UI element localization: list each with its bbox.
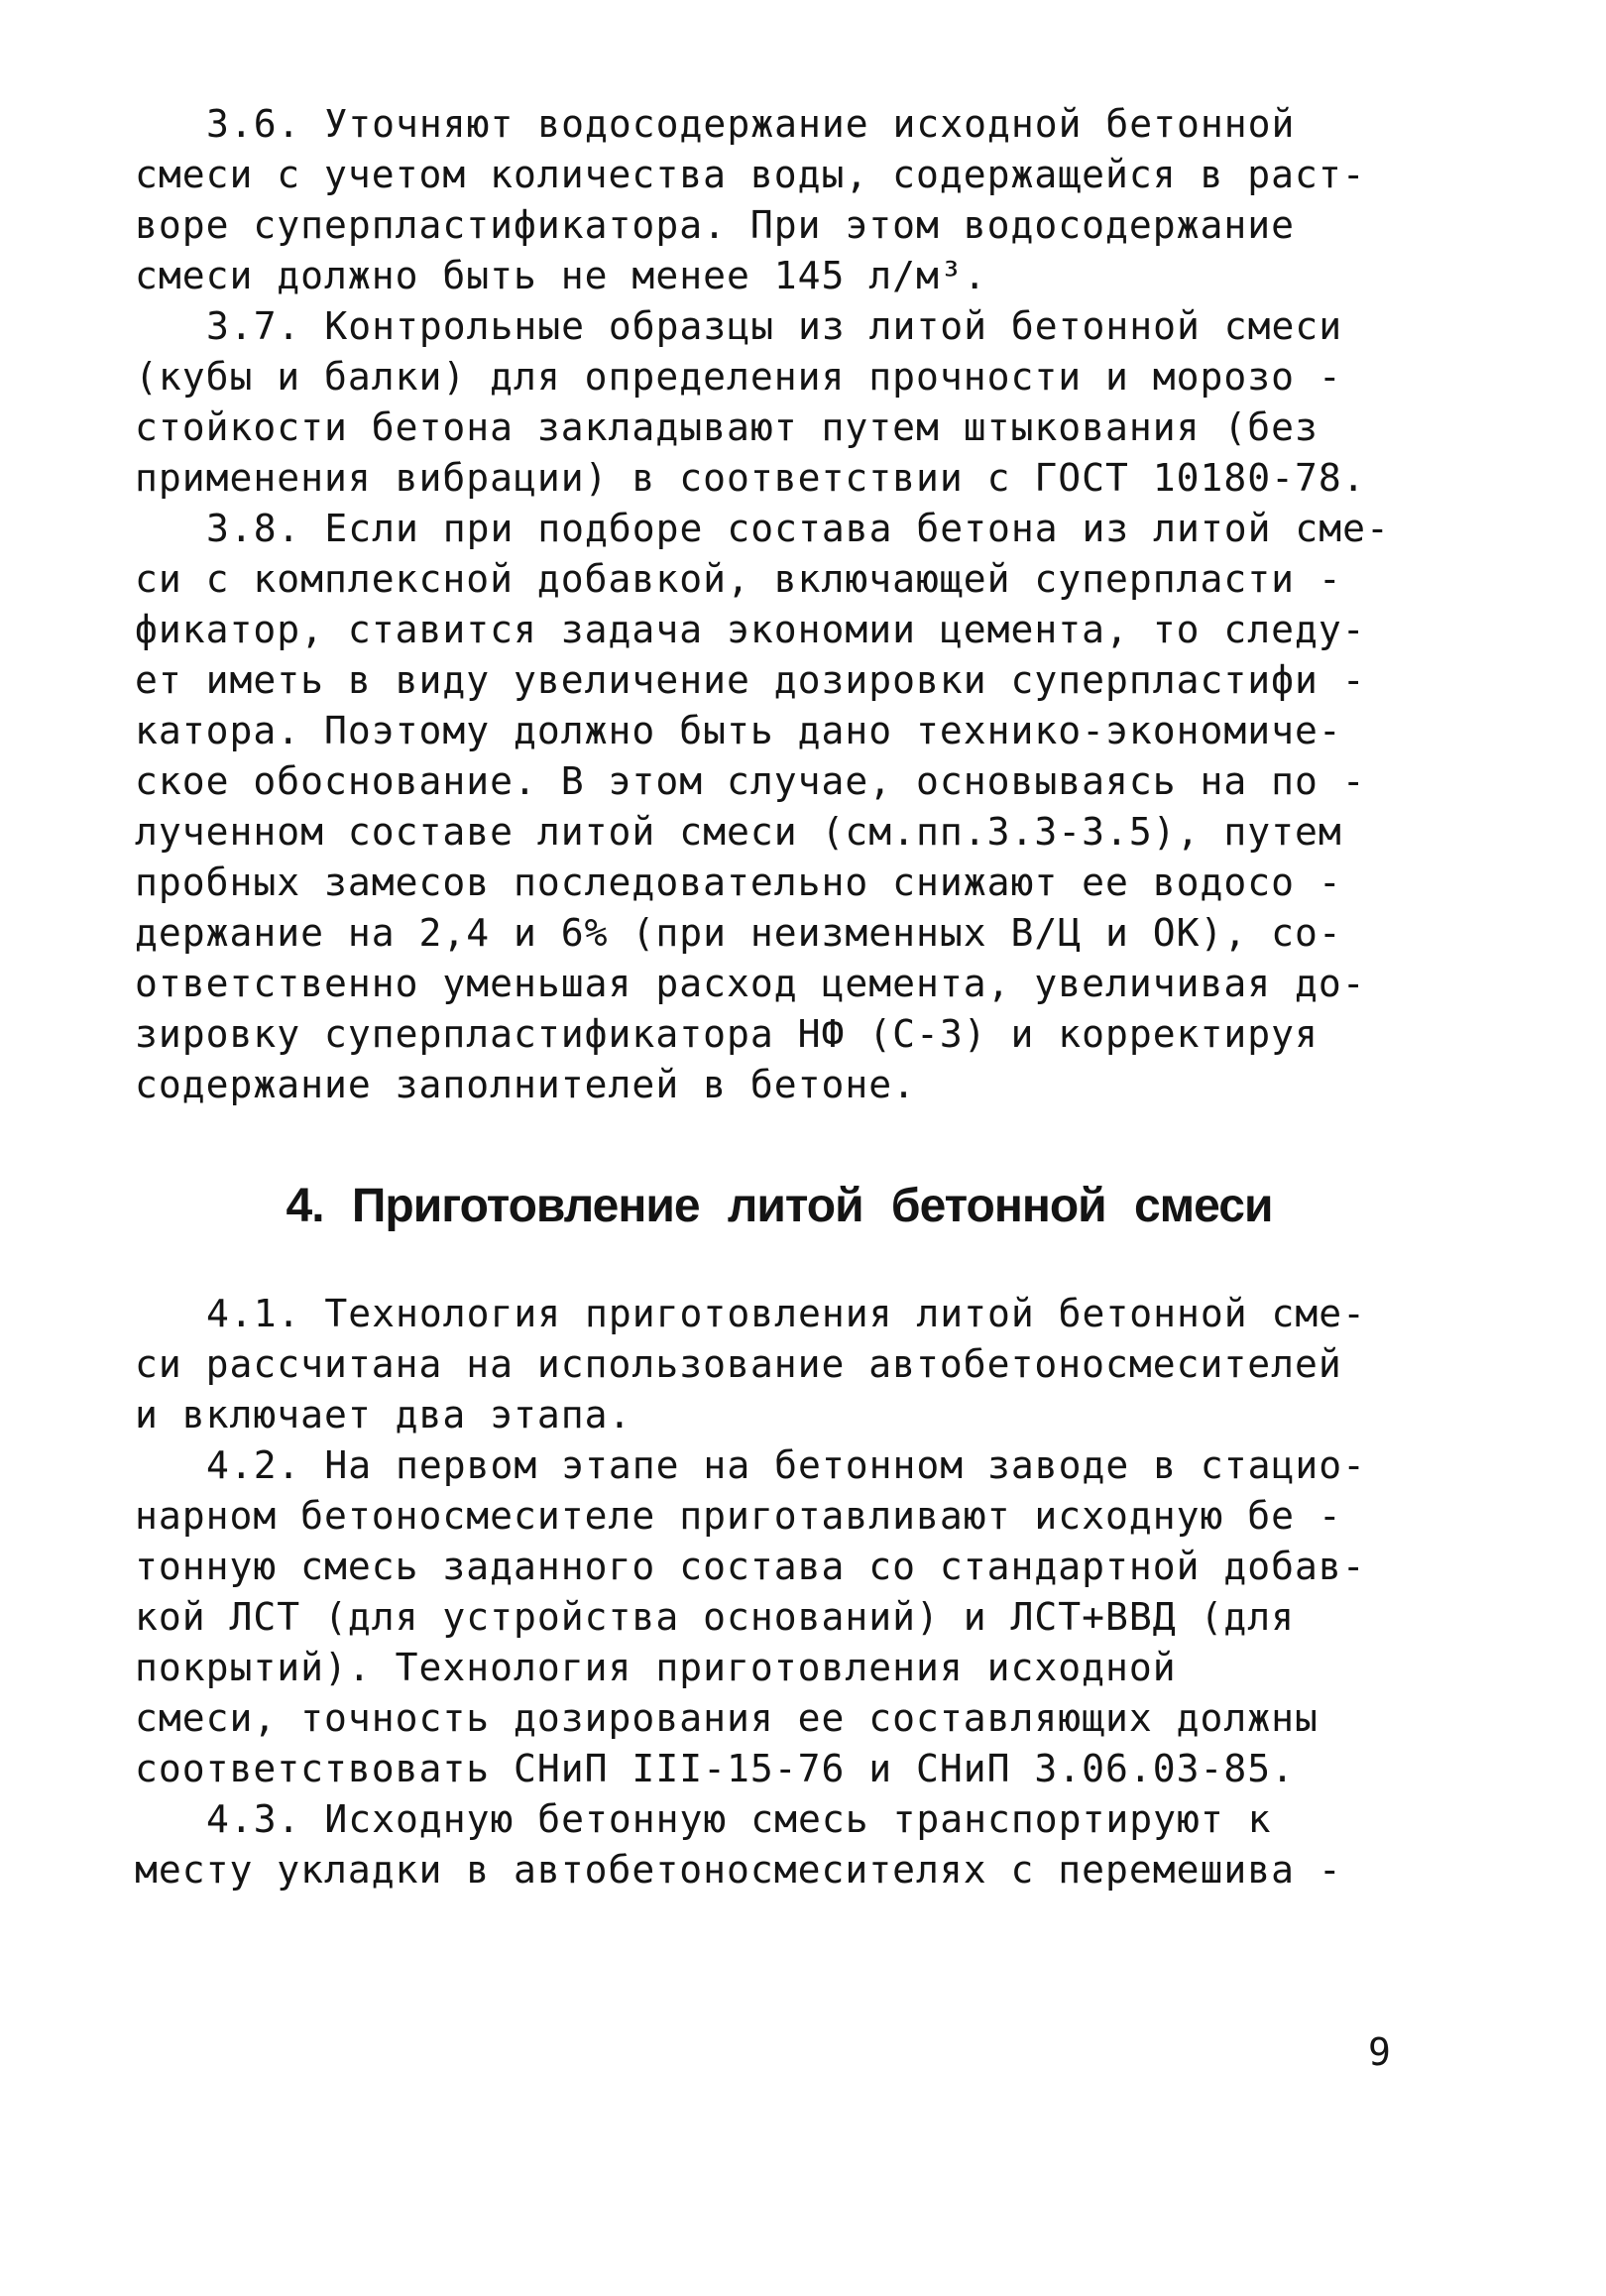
text-line: ет иметь в виду увеличение дозировки суперпластифи - <box>135 658 1366 702</box>
section-4-body <box>135 1289 1424 1895</box>
text-line: пробных замесов последовательно снижают ее водосо - <box>135 861 1342 904</box>
text-line: содержание заполнителей в бетоне. <box>135 1063 916 1106</box>
text-line: катора. Поэтому должно быть дано технико-экономиче- <box>135 709 1342 752</box>
text-line: покрытий). Технология приготовления исходной <box>135 1646 1177 1689</box>
text-line: воре суперпластификатора. При этом водосодержание <box>135 203 1296 247</box>
text-line: ское обоснование. В этом случае, основываясь на по - <box>135 759 1366 803</box>
text-line: зировку суперпластификатора НФ (С-3) и корректируя <box>135 1012 1319 1056</box>
text-line: месту укладки в автобетоносмесителях с перемешива - <box>135 1848 1342 1892</box>
paragraph-3-7 <box>135 301 1424 504</box>
text-line: кой ЛСТ (для устройства оснований) и ЛСТ+ВВД (для <box>135 1595 1296 1639</box>
text-line: стойкости бетона закладывают путем штыкования (без <box>135 405 1319 449</box>
section-3-continuation <box>135 99 1424 1110</box>
text-line: держание на 2,4 и 6% (при неизменных В/Ц и ОК), со- <box>135 911 1342 955</box>
text-line: 3.7. Контрольные образцы из литой бетонной смеси <box>206 304 1343 348</box>
text-line: смеси, точность дозирования ее составляющих должны <box>135 1696 1319 1740</box>
text-line: 4.1. Технология приготовления литой бетонной сме- <box>206 1292 1367 1335</box>
paragraph-3-8 <box>135 504 1424 1110</box>
text-line: 3.8. Если при подборе состава бетона из литой сме- <box>206 507 1390 550</box>
text-line: нарном бетоносмесителе приготавливают исходную бе - <box>135 1494 1342 1538</box>
text-line: лученном составе литой смеси (см.пп.3.3-3.5), путем <box>135 810 1342 854</box>
text-line: тонную смесь заданного состава со стандартной добав- <box>135 1545 1366 1588</box>
text-line: ответственно уменьшая расход цемента, увеличивая до- <box>135 962 1366 1005</box>
text-line: си рассчитана на использование автобетоносмесителей <box>135 1342 1342 1386</box>
text-line: 3.6. Уточняют водосодержание исходной бетонной <box>206 102 1296 146</box>
paragraph-4-2 <box>135 1440 1424 1794</box>
paragraph-4-3 <box>135 1794 1424 1895</box>
text-line: смеси с учетом количества воды, содержащейся в раст- <box>135 153 1366 196</box>
text-line: (кубы и балки) для определения прочности и морозо - <box>135 355 1342 399</box>
text-line: смеси должно быть не менее 145 л/м³. <box>135 254 987 297</box>
text-line: си с комплексной добавкой, включающей суперпласти - <box>135 557 1342 601</box>
text-line: фикатор, ставится задача экономии цемента, то следу- <box>135 608 1366 651</box>
text-line: 4.3. Исходную бетонную смесь транспортируют к <box>206 1797 1272 1841</box>
paragraph-3-6 <box>135 99 1424 301</box>
paragraph-4-1 <box>135 1289 1424 1440</box>
section-heading: 4. Приготовление литой бетонной смеси <box>286 1180 1273 1232</box>
page-number: 9 <box>1368 2030 1391 2074</box>
text-line: 4.2. На первом этапе на бетонном заводе в стацио- <box>206 1443 1367 1487</box>
text-line: соответствовать СНиП III-15-76 и СНиП 3.06.03-85. <box>135 1747 1296 1790</box>
text-line: применения вибрации) в соответствии с ГОСТ 10180-78. <box>135 456 1366 500</box>
text-line: и включает два этапа. <box>135 1393 632 1436</box>
